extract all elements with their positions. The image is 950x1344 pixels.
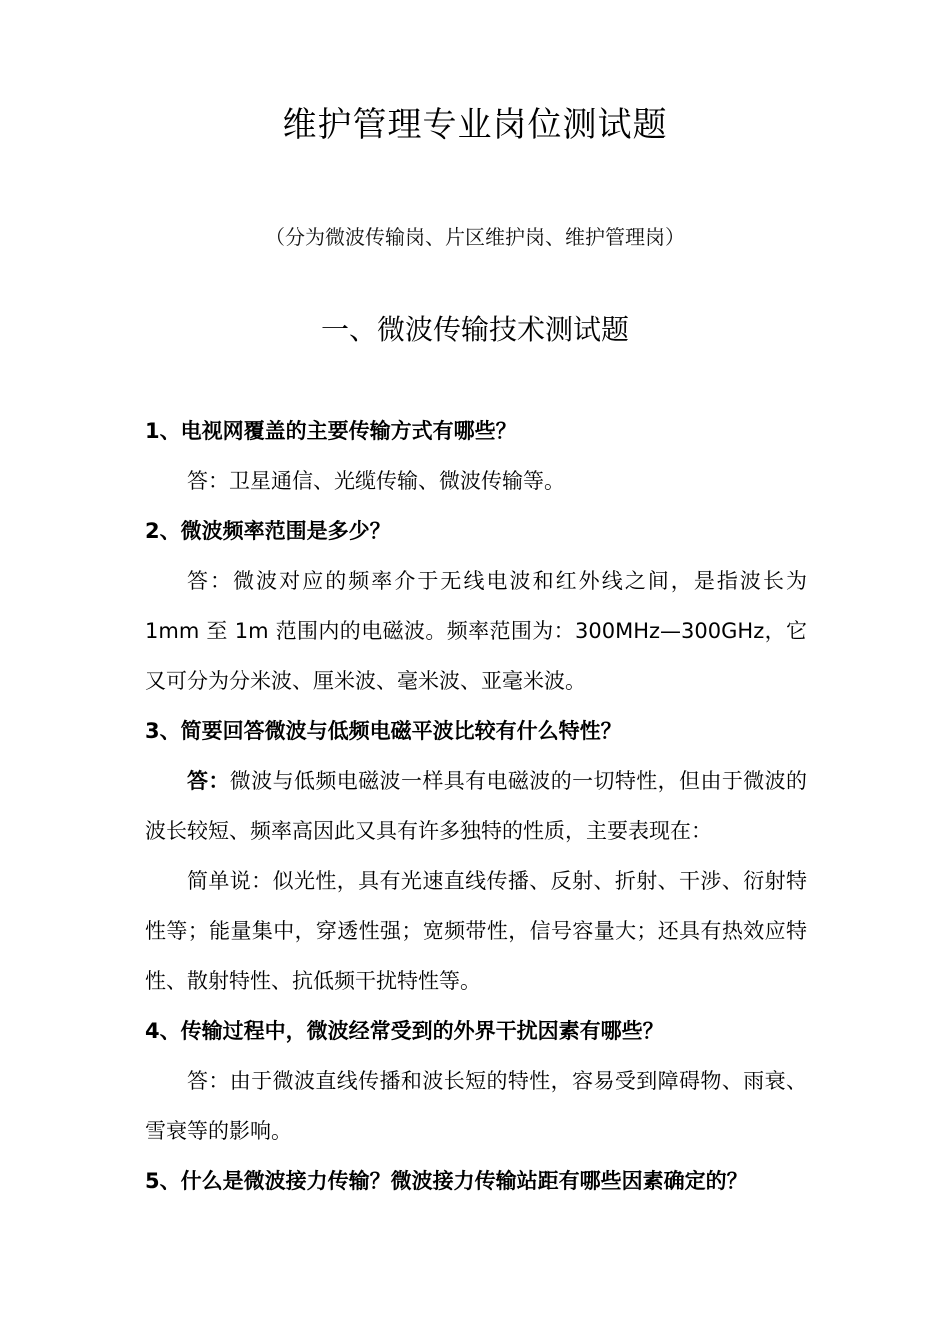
question-list — [145, 406, 807, 1206]
answer-3 — [145, 756, 807, 856]
section-heading: 一、微波传输技术测试题 — [320, 313, 629, 346]
question-1: 1、电视网覆盖的主要传输方式有哪些？ — [145, 419, 517, 443]
answer-4: 答：由于微波直线传播和波长短的特性，容易受到障碍物、雨衰、雪衰等的影响。 — [145, 1069, 807, 1143]
answer-3-lead: 答： — [187, 769, 230, 793]
document-subtitle: （分为微波传输岗、片区维护岗、维护管理岗） — [265, 225, 685, 249]
document-title: 维护管理专业岗位测试题 — [282, 105, 668, 145]
question-2: 2、微波频率范围是多少？ — [145, 519, 391, 543]
answer-3-extra: 简单说：似光性，具有光速直线传播、反射、折射、干涉、衍射特性等；能量集中，穿透性强；宽频带性，信号容量大；还具有热效应特性、散射特性、抗低频干扰特性等。 — [145, 869, 807, 993]
question-4: 4、传输过程中，微波经常受到的外界干扰因素有哪些？ — [145, 1019, 664, 1043]
answer-3-text: 微波与低频电磁波一样具有电磁波的一切特性，但由于微波的波长较短、频率高因此又具有许多独特的性质，主要表现在： — [145, 769, 808, 843]
answer-2: 答：微波对应的频率介于无线电波和红外线之间，是指波长为1mm 至 1m 范围内的电磁波。频率范围为：300MHz—300GHz，它又可分为分米波、厘米波、毫米波、亚毫米波。 — [145, 569, 807, 693]
answer-1: 答：卫星通信、光缆传输、微波传输等。 — [187, 469, 565, 493]
question-5: 5、什么是微波接力传输？微波接力传输站距有哪些因素确定的？ — [145, 1169, 748, 1193]
question-3: 3、简要回答微波与低频电磁平波比较有什么特性？ — [145, 719, 622, 743]
